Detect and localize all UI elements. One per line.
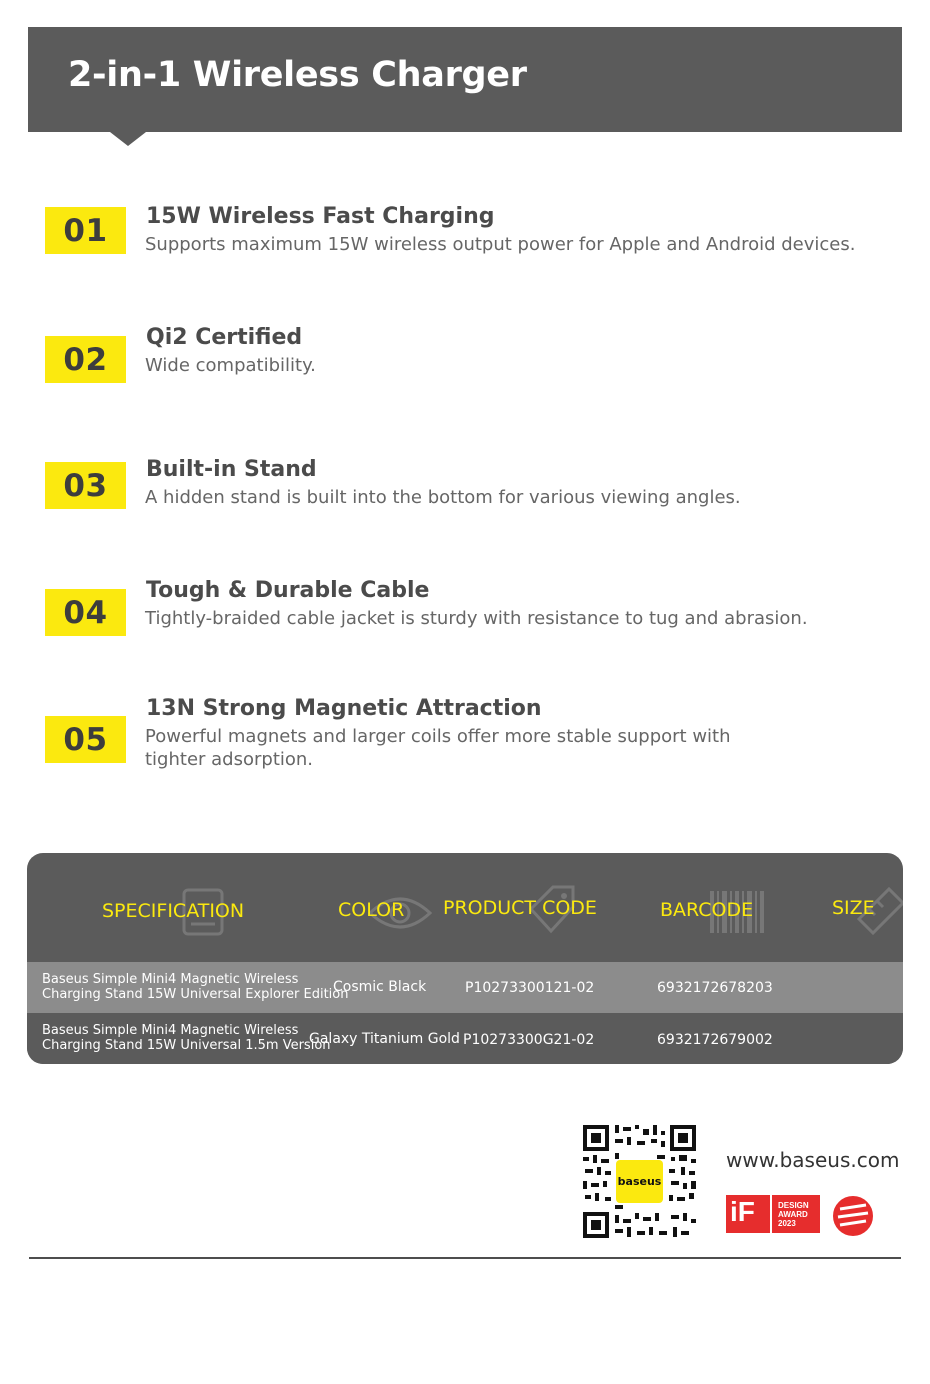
feature-description: Wide compatibility. xyxy=(145,355,316,376)
header-barcode: BARCODE xyxy=(660,899,754,921)
table-row xyxy=(27,962,903,1013)
barcode-cell: 6932172679002 xyxy=(657,1032,773,1048)
feature-number-badge: 03 xyxy=(45,462,126,509)
qr-code[interactable] xyxy=(581,1123,698,1240)
feature-title: 13N Strong Magnetic Attraction xyxy=(146,696,542,721)
if-award-line: 2023 xyxy=(778,1219,796,1228)
spec-table xyxy=(27,853,903,1064)
color-cell: Galaxy Titanium Gold xyxy=(309,1031,460,1047)
feature-description: A hidden stand is built into the bottom for various viewing angles. xyxy=(145,487,741,508)
feature-title: 15W Wireless Fast Charging xyxy=(146,204,495,229)
spec-table-header xyxy=(27,853,903,962)
spec-name-line: Baseus Simple Mini4 Magnetic Wireless xyxy=(42,1023,299,1038)
header-size: SIZE xyxy=(832,897,875,919)
feature-title: Built-in Stand xyxy=(146,457,317,482)
if-design-award-logo xyxy=(726,1195,820,1233)
red-dot-award-icon xyxy=(832,1195,874,1237)
feature-description: Powerful magnets and larger coils offer more stable support with tighter adsorption. xyxy=(145,726,731,770)
if-mark-text: iF xyxy=(730,1196,755,1227)
page-title: 2-in-1 Wireless Charger xyxy=(68,55,527,95)
feature-number-badge: 02 xyxy=(45,336,126,383)
feature-description: Tightly-braided cable jacket is sturdy with resistance to tug and abrasion. xyxy=(145,608,808,629)
feature-number-badge: 01 xyxy=(45,207,126,254)
feature-title: Tough & Durable Cable xyxy=(146,578,430,603)
if-award-mark xyxy=(726,1195,770,1233)
footer-divider xyxy=(29,1257,901,1259)
feature-number-badge: 04 xyxy=(45,589,126,636)
barcode-cell: 6932172678203 xyxy=(657,980,773,996)
spec-name-cell xyxy=(42,1023,331,1053)
color-cell: Cosmic Black xyxy=(333,979,427,995)
header-banner xyxy=(28,27,902,132)
if-award-text-box xyxy=(772,1195,820,1233)
feature-title: Qi2 Certified xyxy=(146,325,303,350)
spec-name-cell xyxy=(42,972,348,1002)
spec-name-line: Charging Stand 15W Universal Explorer Edition xyxy=(42,987,349,1002)
header-product-code: PRODUCT CODE xyxy=(443,897,597,919)
qr-logo-text: baseus xyxy=(617,1175,662,1188)
product-code-cell: P10273300G21-02 xyxy=(463,1032,595,1048)
spec-name-line: Baseus Simple Mini4 Magnetic Wireless xyxy=(42,972,299,987)
spec-name-line: Charging Stand 15W Universal 1.5m Version xyxy=(42,1038,331,1053)
feature-number-badge: 05 xyxy=(45,716,126,763)
website-link[interactable]: www.baseus.com xyxy=(726,1148,900,1172)
product-code-cell: P10273300121-02 xyxy=(465,980,595,996)
header-specification: SPECIFICATION xyxy=(102,900,245,922)
table-row xyxy=(27,1013,903,1064)
header-color: COLOR xyxy=(338,899,405,921)
if-award-line: AWARD xyxy=(778,1210,808,1219)
header-notch xyxy=(110,132,146,146)
if-award-line: DESIGN xyxy=(778,1201,809,1210)
feature-description: Supports maximum 15W wireless output power for Apple and Android devices. xyxy=(145,234,856,255)
